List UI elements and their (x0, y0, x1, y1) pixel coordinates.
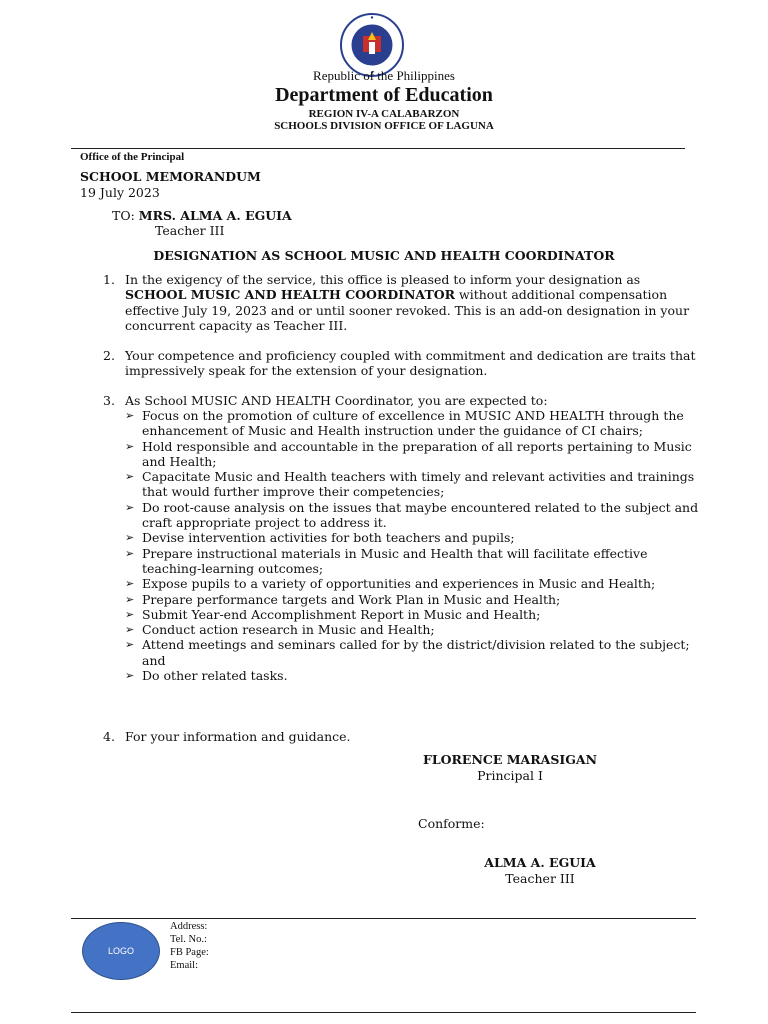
list-item: ➢ Prepare performance targets and Work Plan in Music and Health; (125, 591, 561, 607)
arrow-bullet-icon: ➢ (125, 669, 135, 683)
footer-email: Email: (170, 960, 198, 971)
arrow-bullet-icon: ➢ (125, 546, 135, 560)
arrow-bullet-icon: ➢ (125, 577, 135, 591)
arrow-bullet-icon: ➢ (125, 623, 135, 637)
list-item: ➢ Conduct action research in Music and Health; (125, 622, 435, 638)
region-line: REGION IV-A CALABARZON (308, 108, 460, 120)
department-title: Department of Education (275, 84, 493, 106)
conforme-position: Teacher III (505, 871, 575, 886)
list-item: ➢ Capacitate Music and Health teachers with timely and relevant activities and trainings that would further improve their competencies; (125, 469, 695, 500)
paragraph-number: 4. (103, 729, 115, 744)
school-logo: LOGO (82, 922, 160, 980)
conforme-label: Conforme: (418, 816, 485, 831)
duties-list (125, 408, 705, 683)
office-label: Office of the Principal (80, 151, 185, 163)
paragraph-1-text-start: In the exigency of the service, this office is pleased to inform your designation as (125, 272, 641, 287)
signatory-position: Principal I (477, 768, 543, 783)
arrow-bullet-icon: ➢ (125, 409, 135, 422)
signatory-name: FLORENCE MARASIGAN (422, 752, 598, 767)
paragraph-1-bold: SCHOOL MUSIC AND HEALTH COORDINATOR (125, 287, 456, 303)
division-line: SCHOOLS DIVISION OFFICE OF LAGUNA (274, 120, 494, 132)
arrow-bullet-icon: ➢ (125, 592, 135, 606)
arrow-bullet-icon: ➢ (125, 439, 135, 453)
list-item: ➢ Attend meetings and seminars called for by the district/division related to the subject; and (125, 637, 690, 668)
paragraph-3: As School MUSIC AND HEALTH Coordinator, you are expected to: (125, 393, 548, 408)
memo-title: SCHOOL MEMORANDUM (80, 169, 261, 184)
memo-date: 19 July 2023 (80, 185, 160, 200)
arrow-bullet-icon: ➢ (125, 531, 135, 545)
list-item: ➢ Devise intervention activities for both teachers and pupils; (125, 530, 515, 546)
paragraph-number: 1. (103, 272, 115, 287)
list-item: ➢ Do root-cause analysis on the issues that maybe encountered related to the subject and craft appropriate project to address it. (125, 499, 699, 531)
paragraph-1-text-end: without additional compensation effective July 19, 2023 and or until sooner revoked. This is an add-on designation in your concurrent capacity as Teacher III. (125, 287, 690, 333)
arrow-bullet-icon: ➢ (125, 638, 135, 652)
list-item: ➢ Expose pupils to a variety of opportunities and experiences in Music and Health; (125, 576, 656, 592)
paragraph-number: 3. (103, 393, 115, 408)
paragraph-2: Your competence and proficiency coupled with commitment and dedication are traits that impressively speak for the extension of your designation. (125, 348, 696, 379)
republic-line: Republic of the Philippines (313, 68, 455, 83)
recipient-name: MRS. ALMA A. EGUIA (138, 208, 292, 223)
footer-bottom-divider (71, 1012, 696, 1013)
list-item: ➢ Focus on the promotion of culture of excellence in MUSIC AND HEALTH through the enhancement of Music and Health instruction under the guidance of CI chairs; (125, 408, 684, 439)
paragraph-number: 2. (103, 348, 115, 363)
paragraph-1 (125, 272, 700, 333)
arrow-bullet-icon: ➢ (125, 470, 135, 484)
header-divider (71, 148, 685, 149)
to-label: TO: (112, 208, 135, 223)
memo-subject: DESIGNATION AS SCHOOL MUSIC AND HEALTH COORDINATOR (153, 248, 615, 263)
footer-address: Address: (170, 921, 208, 932)
footer-tel: Tel. No.: (170, 934, 207, 945)
list-item: ➢ Hold responsible and accountable in the preparation of all reports pertaining to Music and Health; (125, 438, 692, 469)
footer-divider (71, 918, 696, 919)
footer-contact (170, 920, 209, 972)
to-line (112, 208, 292, 223)
list-item: ➢ Submit Year-end Accomplishment Report in Music and Health; (125, 606, 541, 622)
list-item: ➢ Do other related tasks. (125, 668, 288, 684)
paragraph-4: For your information and guidance. (125, 729, 351, 744)
list-item: ➢ Prepare instructional materials in Music and Health that will facilitate effective teaching-learning outcomes; (125, 545, 648, 576)
recipient-position: Teacher III (155, 223, 225, 238)
arrow-bullet-icon: ➢ (125, 607, 135, 621)
conforme-name: ALMA A. EGUIA (484, 855, 596, 870)
arrow-bullet-icon: ➢ (125, 500, 135, 514)
footer-fb: FB Page: (170, 947, 209, 958)
